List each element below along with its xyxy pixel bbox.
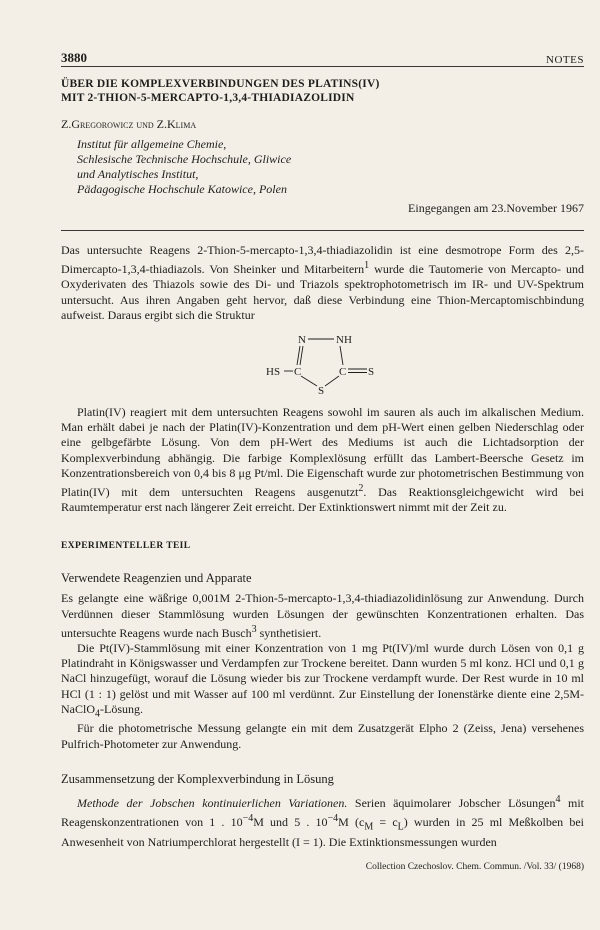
abstract-rule bbox=[61, 230, 584, 231]
affiliation-line: Institut für allgemeine Chemie, bbox=[77, 137, 227, 151]
reference-mark: 2 bbox=[358, 483, 364, 495]
running-header bbox=[61, 44, 584, 66]
section-label: NOTES bbox=[546, 54, 584, 66]
received-date: Eingegangen am 23.November 1967 bbox=[408, 201, 584, 215]
bond-c1-s bbox=[301, 376, 317, 386]
affiliation-line: und Analytisches Institut, bbox=[77, 167, 199, 181]
job-method-paragraph: Methode der Jobschen kontinuierlichen Variationen. Serien äquimolarer Jobscher Lösungen$^4$ mit Reagenskonzentrationen von 1 . $10^{-4}M$ und 5 . $10^{-4}M$ $(c_M = c_L)$ wurden in 25 ml Meßkolben bei Anwesenheit von Natriumperchlorat hergestellt (I = 1). Die Extinktionsmessungen wurden bbox=[61, 793, 584, 849]
reagents-paragraph: Es gelangte eine wäßrige 0,001M 2-Thion-5-mercapto-1,3,4-thiadiazolidinlösung zur Anwendung. Durch Verdünnen dieser Stammlösung wurden Lösungen der gewünschten Konzentrationen erhalten. Das untersuchte Reagens wurde nach Busch$^3$ synthetisiert. bbox=[61, 591, 584, 640]
atom-c2: C bbox=[338, 366, 346, 379]
affiliation-line: Pädagogische Hochschule Katowice, Polen bbox=[77, 182, 287, 196]
bond-n-c1-b bbox=[300, 346, 303, 365]
reference-mark: 1 bbox=[364, 260, 370, 272]
reference-mark: 4 bbox=[555, 793, 561, 805]
atom-n: N bbox=[297, 334, 306, 347]
journal-citation: Collection Czechoslov. Chem. Commun. /Vol. 33/ (1968) bbox=[365, 862, 584, 872]
page bbox=[61, 44, 584, 850]
bond-n-c1-a bbox=[297, 346, 300, 365]
atom-s-exo: S bbox=[367, 366, 374, 379]
photometer-paragraph: Für die photometrische Messung gelangte ein mit dem Zusatzgerät Elpho 2 (Zeiss, Jena) versehenes Pulfrich-Photometer zur Anwendung. bbox=[61, 721, 584, 751]
subsection-heading: Verwendete Reagenzien und Apparate bbox=[61, 571, 252, 586]
authors: Z.Gregorowicz und Z.Klima bbox=[61, 117, 197, 131]
reference-mark: 3 bbox=[251, 623, 257, 635]
title-line-1: ÜBER DIE KOMPLEXVERBINDUNGEN DES PLATINS(IV) bbox=[61, 78, 380, 90]
bond-nh-c2 bbox=[340, 346, 343, 365]
affiliation-line: Schlesische Technische Hochschule, Gliwice bbox=[77, 152, 292, 166]
subsection-heading: Zusammensetzung der Komplexverbindung in Lösung bbox=[61, 771, 334, 786]
atom-s-ring: S bbox=[317, 385, 324, 398]
article-title bbox=[61, 77, 584, 105]
intro-paragraph: Das untersuchte Reagens 2-Thion-5-mercapto-1,3,4-thiadiazolidin ist eine desmotrope Form des 2,5-Dimercapto-1,3,4-thiadiazols. Von Sheinker und Mitarbeitern$^1$ wurde die Tautomerie von Mercapto- und Oxyderivaten des Thiazols sowie des Di- und Triazols spektrophotometrisch im IR- und UV-Spektrum untersucht. Aus ihren Angaben geht hervor, daß diese Verbindung eine Thion-Mercaptomischbindung aufweist. Daraus ergibt sich die Struktur bbox=[61, 243, 585, 322]
atom-nh: NH bbox=[335, 334, 352, 347]
page-number: 3880 bbox=[61, 50, 87, 65]
title-line-2: MIT 2-THION-5-MERCAPTO-1,3,4-THIADIAZOLIDIN bbox=[61, 92, 355, 104]
atom-c1: C bbox=[293, 366, 301, 379]
bond-c2-s bbox=[325, 376, 339, 386]
stock-solution-paragraph: Die Pt(IV)-Stammlösung mit einer Konzentration von 1 mg Pt(IV)/ml wurde durch Lösen von 0,1 g Platindraht in Königswasser und Verdampfen zur Trockene bereitet. Dann wurden 5 ml konz. HCl und 0,1 g NaCl hinzugefügt, worauf die Lösung wieder bis zur Trockene verdampft wurde. Der Rest wurde in 10 ml HCl (1 : 1) gelöst und mit Wasser auf 100 ml verdünnt. Zur Einstellung der Ionenstärke diente eine 2,5M-NaClO$_4$-Lösung. bbox=[61, 641, 584, 720]
atom-hs: HS bbox=[265, 366, 280, 379]
header-rule bbox=[61, 66, 584, 67]
platinum-paragraph: Platin(IV) reagiert mit dem untersuchten Reagens sowohl im sauren als auch im alkalischen Medium. Man erhält dabei je nach der Platin(IV)-Konzentration und dem pH-Wert einen gelben Niederschlag oder eine gelbgefärbte Lösung. Von dem pH-Wert des Mediums ist auch die Lichtadsorption der Komplexverbindung abhängig. Die farbige Komplexlösung erfüllt das Lambert-Beersche Gesetz im Konzentrationsbereich von 0,4 bis 8 μg Pt/ml. Die Eigenschaft wurde zur photometrischen Bestimmung von Platin(IV) mit dem untersuchten Reagens ausgenutzt$^2$. Das Reaktionsgleichgewicht wird bei Raumtemperatur erst nach längerer Zeit erreicht. Der Extinktionswert nimmt mit der Zeit zu. bbox=[61, 405, 584, 515]
thiadiazolidine-structure bbox=[248, 329, 398, 403]
method-title: Methode der Jobschen kontinuierlichen Variationen. bbox=[77, 795, 348, 810]
section-heading: EXPERIMENTELLER TEIL bbox=[61, 541, 191, 552]
affiliation bbox=[77, 137, 584, 197]
